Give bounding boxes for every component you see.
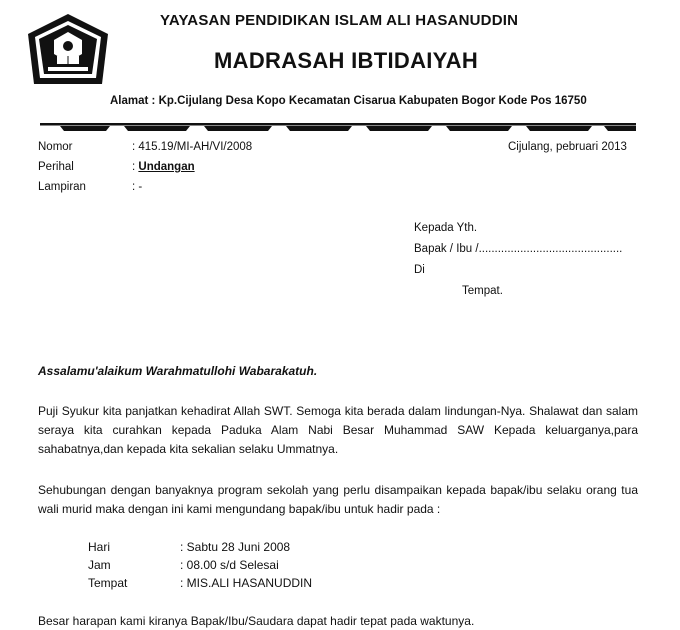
event-jam-value: : 08.00 s/d Selesai: [180, 558, 279, 572]
paragraph-opening: Puji Syukur kita panjatkan kehadirat Allah SWT. Semoga kita berada dalam lindungan-Nya. Shalawat dan salam seraya kita curahkan kepada Paduka Alam Nabi Besar Muhammad SAW Kepada keluarganya,para sahabatnya,dan kepada kita sekalian selaku Ummatnya.: [38, 404, 638, 456]
perihal-label: Perihal: [38, 161, 74, 173]
organization-name: YAYASAN PENDIDIKAN ISLAM ALI HASANUDDIN: [160, 12, 519, 29]
perihal-colon: :: [132, 161, 139, 173]
recipient-line-2: Bapak / Ibu /.............................................: [414, 243, 623, 255]
recipient-line-4: Tempat.: [462, 285, 503, 297]
ministry-emblem-icon: [24, 10, 138, 96]
event-tempat-value: : MIS.ALI HASANUDDIN: [180, 576, 313, 590]
perihal-value: [132, 161, 195, 173]
lampiran-value: : -: [132, 181, 143, 193]
paragraph-closing: Besar harapan kami kiranya Bapak/Ibu/Saudara dapat hadir tepat pada waktunya.: [38, 614, 475, 628]
paragraph-invitation: Sehubungan dengan banyaknya program sekolah yang perlu disampaikan kepada bapak/ibu selaku orang tua wali murid maka dengan ini kami mengundang bapak/ibu untuk hadir pada :: [38, 483, 638, 516]
nomor-value: : 415.19/MI-AH/VI/2008: [132, 141, 253, 153]
event-jam-label: Jam: [88, 558, 111, 572]
school-name: MADRASAH IBTIDAIYAH: [214, 48, 479, 73]
school-address: Alamat : Kp.Cijulang Desa Kopo Kecamatan Cisarua Kabupaten Bogor Kode Pos 16750: [110, 95, 587, 107]
greeting: Assalamu'alaikum Warahmatullohi Wabarakatuh.: [38, 364, 318, 378]
recipient-line-1: Kepada Yth.: [414, 222, 478, 234]
lampiran-label: Lampiran: [38, 181, 86, 193]
recipient-line-3: Di: [414, 264, 425, 276]
nomor-label: Nomor: [38, 141, 73, 153]
place-date: Cijulang, pebruari 2013: [508, 141, 627, 153]
perihal-subject: Undangan: [138, 161, 195, 173]
event-hari-value: : Sabtu 28 Juni 2008: [180, 540, 291, 554]
event-tempat-label: Tempat: [88, 576, 128, 590]
event-hari-label: Hari: [88, 540, 111, 554]
header-divider: [40, 123, 636, 132]
